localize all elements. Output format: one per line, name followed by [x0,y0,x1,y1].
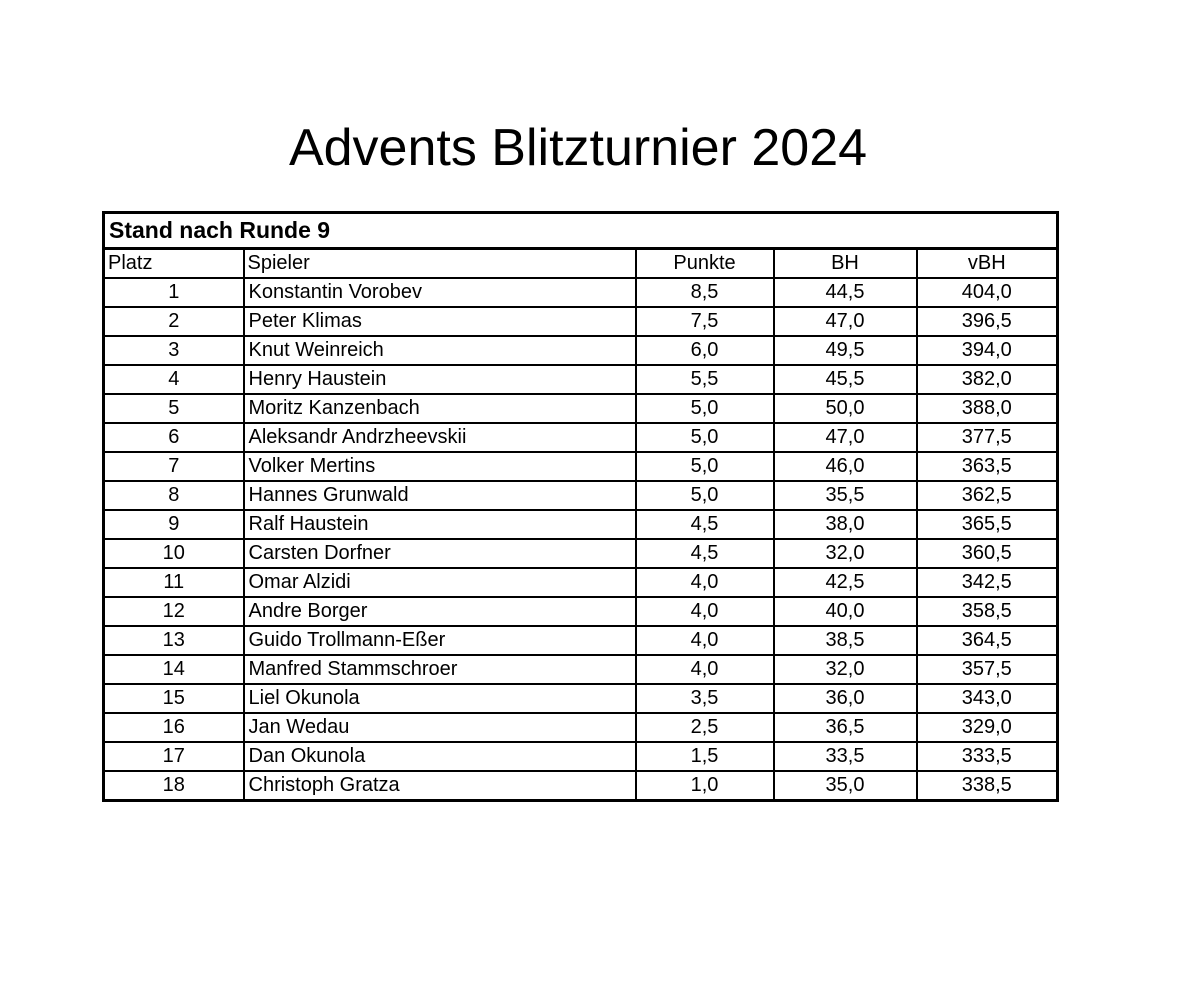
table-row [104,510,1058,539]
cell-spieler: Carsten Dorfner [244,539,636,568]
cell-vbh: 360,5 [917,539,1058,568]
cell-punkte: 5,0 [636,481,774,510]
table-row [104,278,1058,307]
cell-platz: 17 [104,742,244,771]
cell-bh: 35,0 [774,771,917,801]
cell-punkte: 4,0 [636,655,774,684]
cell-bh: 32,0 [774,655,917,684]
cell-platz: 10 [104,539,244,568]
table-row [104,394,1058,423]
standings-table [102,211,1059,802]
cell-platz: 2 [104,307,244,336]
cell-platz: 7 [104,452,244,481]
cell-punkte: 5,0 [636,452,774,481]
table-row [104,771,1058,801]
cell-spieler: Manfred Stammschroer [244,655,636,684]
cell-platz: 11 [104,568,244,597]
cell-vbh: 394,0 [917,336,1058,365]
column-header-punkte: Punkte [636,249,774,279]
table-row [104,684,1058,713]
table-row [104,452,1058,481]
cell-spieler: Guido Trollmann-Eßer [244,626,636,655]
cell-spieler: Christoph Gratza [244,771,636,801]
cell-spieler: Omar Alzidi [244,568,636,597]
cell-bh: 32,0 [774,539,917,568]
cell-spieler: Henry Haustein [244,365,636,394]
cell-spieler: Hannes Grunwald [244,481,636,510]
cell-bh: 47,0 [774,307,917,336]
cell-platz: 13 [104,626,244,655]
cell-bh: 47,0 [774,423,917,452]
table-row [104,365,1058,394]
cell-bh: 46,0 [774,452,917,481]
column-header-bh: BH [774,249,917,279]
table-row [104,336,1058,365]
cell-bh: 38,0 [774,510,917,539]
cell-platz: 14 [104,655,244,684]
cell-platz: 5 [104,394,244,423]
cell-punkte: 3,5 [636,684,774,713]
cell-platz: 12 [104,597,244,626]
cell-platz: 15 [104,684,244,713]
cell-spieler: Dan Okunola [244,742,636,771]
table-row [104,481,1058,510]
cell-spieler: Jan Wedau [244,713,636,742]
cell-spieler: Andre Borger [244,597,636,626]
cell-spieler: Konstantin Vorobev [244,278,636,307]
cell-platz: 8 [104,481,244,510]
table-row [104,423,1058,452]
cell-bh: 49,5 [774,336,917,365]
cell-punkte: 8,5 [636,278,774,307]
cell-punkte: 2,5 [636,713,774,742]
column-header-spieler: Spieler [244,249,636,279]
cell-vbh: 343,0 [917,684,1058,713]
table-row [104,597,1058,626]
column-header-platz: Platz [104,249,244,279]
cell-bh: 42,5 [774,568,917,597]
table-row [104,713,1058,742]
cell-platz: 6 [104,423,244,452]
cell-spieler: Peter Klimas [244,307,636,336]
cell-punkte: 4,0 [636,597,774,626]
cell-spieler: Knut Weinreich [244,336,636,365]
table-body [104,278,1058,801]
cell-vbh: 404,0 [917,278,1058,307]
cell-punkte: 5,5 [636,365,774,394]
cell-punkte: 4,5 [636,539,774,568]
cell-platz: 3 [104,336,244,365]
cell-vbh: 382,0 [917,365,1058,394]
cell-spieler: Ralf Haustein [244,510,636,539]
cell-vbh: 358,5 [917,597,1058,626]
cell-spieler: Volker Mertins [244,452,636,481]
cell-vbh: 329,0 [917,713,1058,742]
cell-spieler: Moritz Kanzenbach [244,394,636,423]
table-row [104,626,1058,655]
cell-spieler: Liel Okunola [244,684,636,713]
column-header-vbh: vBH [917,249,1058,279]
cell-platz: 1 [104,278,244,307]
cell-vbh: 365,5 [917,510,1058,539]
cell-punkte: 4,5 [636,510,774,539]
cell-bh: 40,0 [774,597,917,626]
cell-bh: 36,0 [774,684,917,713]
cell-bh: 33,5 [774,742,917,771]
cell-vbh: 362,5 [917,481,1058,510]
cell-bh: 35,5 [774,481,917,510]
table-header-row [104,249,1058,279]
cell-punkte: 5,0 [636,423,774,452]
cell-bh: 38,5 [774,626,917,655]
cell-vbh: 396,5 [917,307,1058,336]
cell-vbh: 342,5 [917,568,1058,597]
cell-vbh: 333,5 [917,742,1058,771]
cell-vbh: 377,5 [917,423,1058,452]
cell-bh: 50,0 [774,394,917,423]
cell-vbh: 363,5 [917,452,1058,481]
cell-vbh: 357,5 [917,655,1058,684]
cell-platz: 16 [104,713,244,742]
page-title: Advents Blitzturnier 2024 [288,119,868,177]
table-row [104,539,1058,568]
cell-punkte: 4,0 [636,626,774,655]
table-row [104,568,1058,597]
cell-spieler: Aleksandr Andrzheevskii [244,423,636,452]
cell-platz: 4 [104,365,244,394]
cell-vbh: 388,0 [917,394,1058,423]
cell-vbh: 338,5 [917,771,1058,801]
cell-vbh: 364,5 [917,626,1058,655]
cell-punkte: 1,0 [636,771,774,801]
cell-punkte: 4,0 [636,568,774,597]
table-caption-row [104,213,1058,249]
cell-bh: 36,5 [774,713,917,742]
table-row [104,742,1058,771]
cell-punkte: 7,5 [636,307,774,336]
table-row [104,307,1058,336]
table-row [104,655,1058,684]
cell-platz: 18 [162,774,185,796]
cell-punkte: 6,0 [636,336,774,365]
cell-punkte: 5,0 [636,394,774,423]
table-caption: Stand nach Runde 9 [104,213,1058,249]
cell-bh: 45,5 [774,365,917,394]
cell-platz: 9 [104,510,244,539]
cell-bh: 44,5 [774,278,917,307]
cell-punkte: 1,5 [636,742,774,771]
